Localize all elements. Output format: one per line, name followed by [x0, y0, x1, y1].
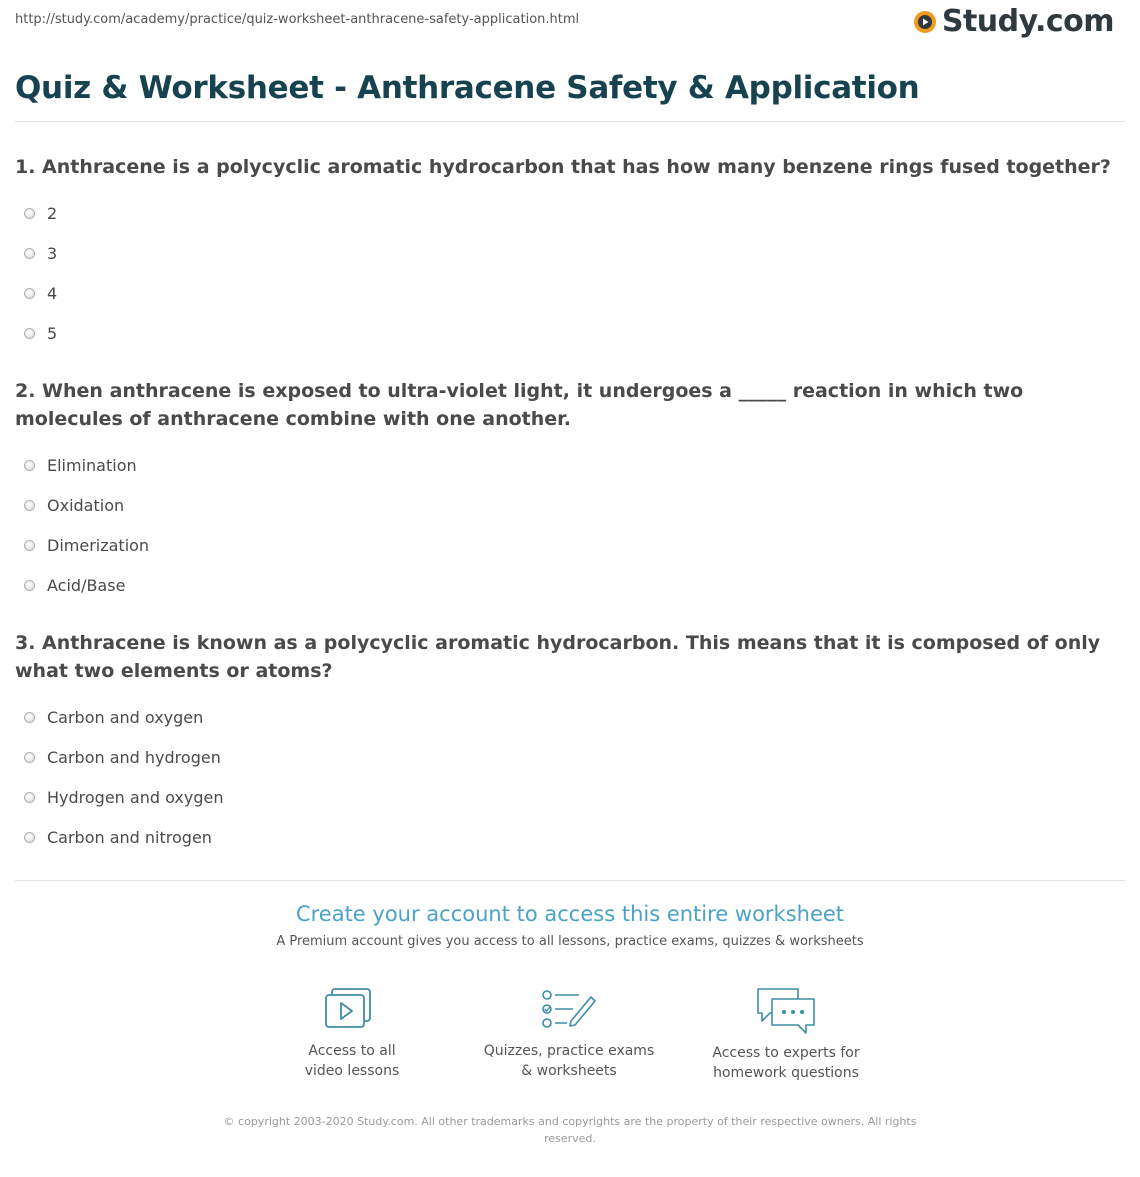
header-divider	[15, 121, 1125, 122]
radio-button[interactable]	[24, 500, 35, 511]
cta-title-link[interactable]: Create your account to access this entire worksheet	[295, 902, 845, 926]
quiz-checklist-icon	[539, 985, 599, 1035]
feature-line: Access to experts for	[712, 1045, 860, 1061]
feature-text	[686, 1043, 886, 1083]
feature-text	[252, 1041, 452, 1081]
option-label: Carbon and oxygen	[47, 707, 204, 727]
feature-video-lessons	[252, 985, 452, 1081]
radio-button[interactable]	[24, 792, 35, 803]
radio-button[interactable]	[24, 580, 35, 591]
option-label: Hydrogen and oxygen	[47, 787, 224, 807]
answer-options	[15, 193, 1115, 353]
question-text: 1. Anthracene is a polycyclic aromatic hydrocarbon that has how many benzene rings fused together?	[15, 156, 1111, 178]
cta-subtitle: A Premium account gives you access to all lessons, practice exams, quizzes & worksheets	[276, 934, 864, 949]
answer-option[interactable]	[15, 313, 1115, 353]
option-label: Acid/Base	[47, 575, 126, 595]
answer-option[interactable]	[15, 565, 1115, 605]
answer-option[interactable]	[15, 697, 1115, 737]
answer-options	[15, 697, 1115, 857]
page-title: Quiz & Worksheet - Anthracene Safety & Application	[15, 70, 920, 106]
answer-option[interactable]	[15, 273, 1115, 313]
radio-button[interactable]	[24, 832, 35, 843]
answer-option[interactable]	[15, 485, 1115, 525]
option-label: Elimination	[47, 455, 137, 475]
chat-bubbles-icon	[754, 985, 818, 1037]
question-text: 3. Anthracene is known as a polycyclic aromatic hydrocarbon. This means that it is composed of only what two elements or atoms?	[15, 632, 1101, 682]
question-2	[15, 377, 1115, 605]
video-lessons-icon	[322, 985, 382, 1035]
study-logo[interactable]	[913, 4, 1114, 39]
feature-line: Quizzes, practice exams	[483, 1043, 655, 1059]
radio-button[interactable]	[24, 288, 35, 299]
question-3	[15, 629, 1115, 857]
logo-text: Study.com	[941, 4, 1114, 39]
answer-option[interactable]	[15, 817, 1115, 857]
page-url: http://study.com/academy/practice/quiz-worksheet-anthracene-safety-application.html	[15, 12, 580, 27]
feature-text	[469, 1041, 669, 1081]
option-label: Oxidation	[47, 495, 125, 515]
option-label: Carbon and hydrogen	[47, 747, 221, 767]
feature-line: Access to all	[308, 1043, 396, 1059]
radio-button[interactable]	[24, 752, 35, 763]
answer-option[interactable]	[15, 233, 1115, 273]
answer-option[interactable]	[15, 193, 1115, 233]
question-1	[15, 153, 1115, 353]
radio-button[interactable]	[24, 248, 35, 259]
answer-option[interactable]	[15, 777, 1115, 817]
option-label: 2	[47, 203, 58, 223]
answer-options	[15, 445, 1115, 605]
play-circle-icon	[913, 10, 937, 34]
feature-line: video lessons	[304, 1063, 400, 1079]
feature-quizzes	[469, 985, 669, 1081]
answer-option[interactable]	[15, 525, 1115, 565]
answer-option[interactable]	[15, 737, 1115, 777]
feature-line: & worksheets	[521, 1063, 617, 1079]
option-label: 4	[47, 283, 58, 303]
radio-button[interactable]	[24, 208, 35, 219]
radio-button[interactable]	[24, 540, 35, 551]
radio-button[interactable]	[24, 460, 35, 471]
answer-option[interactable]	[15, 445, 1115, 485]
option-label: Carbon and nitrogen	[47, 827, 212, 847]
radio-button[interactable]	[24, 328, 35, 339]
radio-button[interactable]	[24, 712, 35, 723]
copyright-text: © copyright 2003-2020 Study.com. All other trademarks and copyrights are the property of their respective owners. All rights reserved.	[223, 1115, 917, 1145]
signup-cta	[0, 902, 1140, 949]
feature-line: homework questions	[713, 1065, 859, 1081]
option-label: 5	[47, 323, 58, 343]
feature-experts	[686, 985, 886, 1083]
question-text: 2. When anthracene is exposed to ultra-violet light, it undergoes a _____ reaction in which two molecules of anthracene combine with one another.	[15, 380, 1024, 430]
option-label: Dimerization	[47, 535, 150, 555]
content-divider	[15, 880, 1125, 881]
option-label: 3	[47, 243, 58, 263]
